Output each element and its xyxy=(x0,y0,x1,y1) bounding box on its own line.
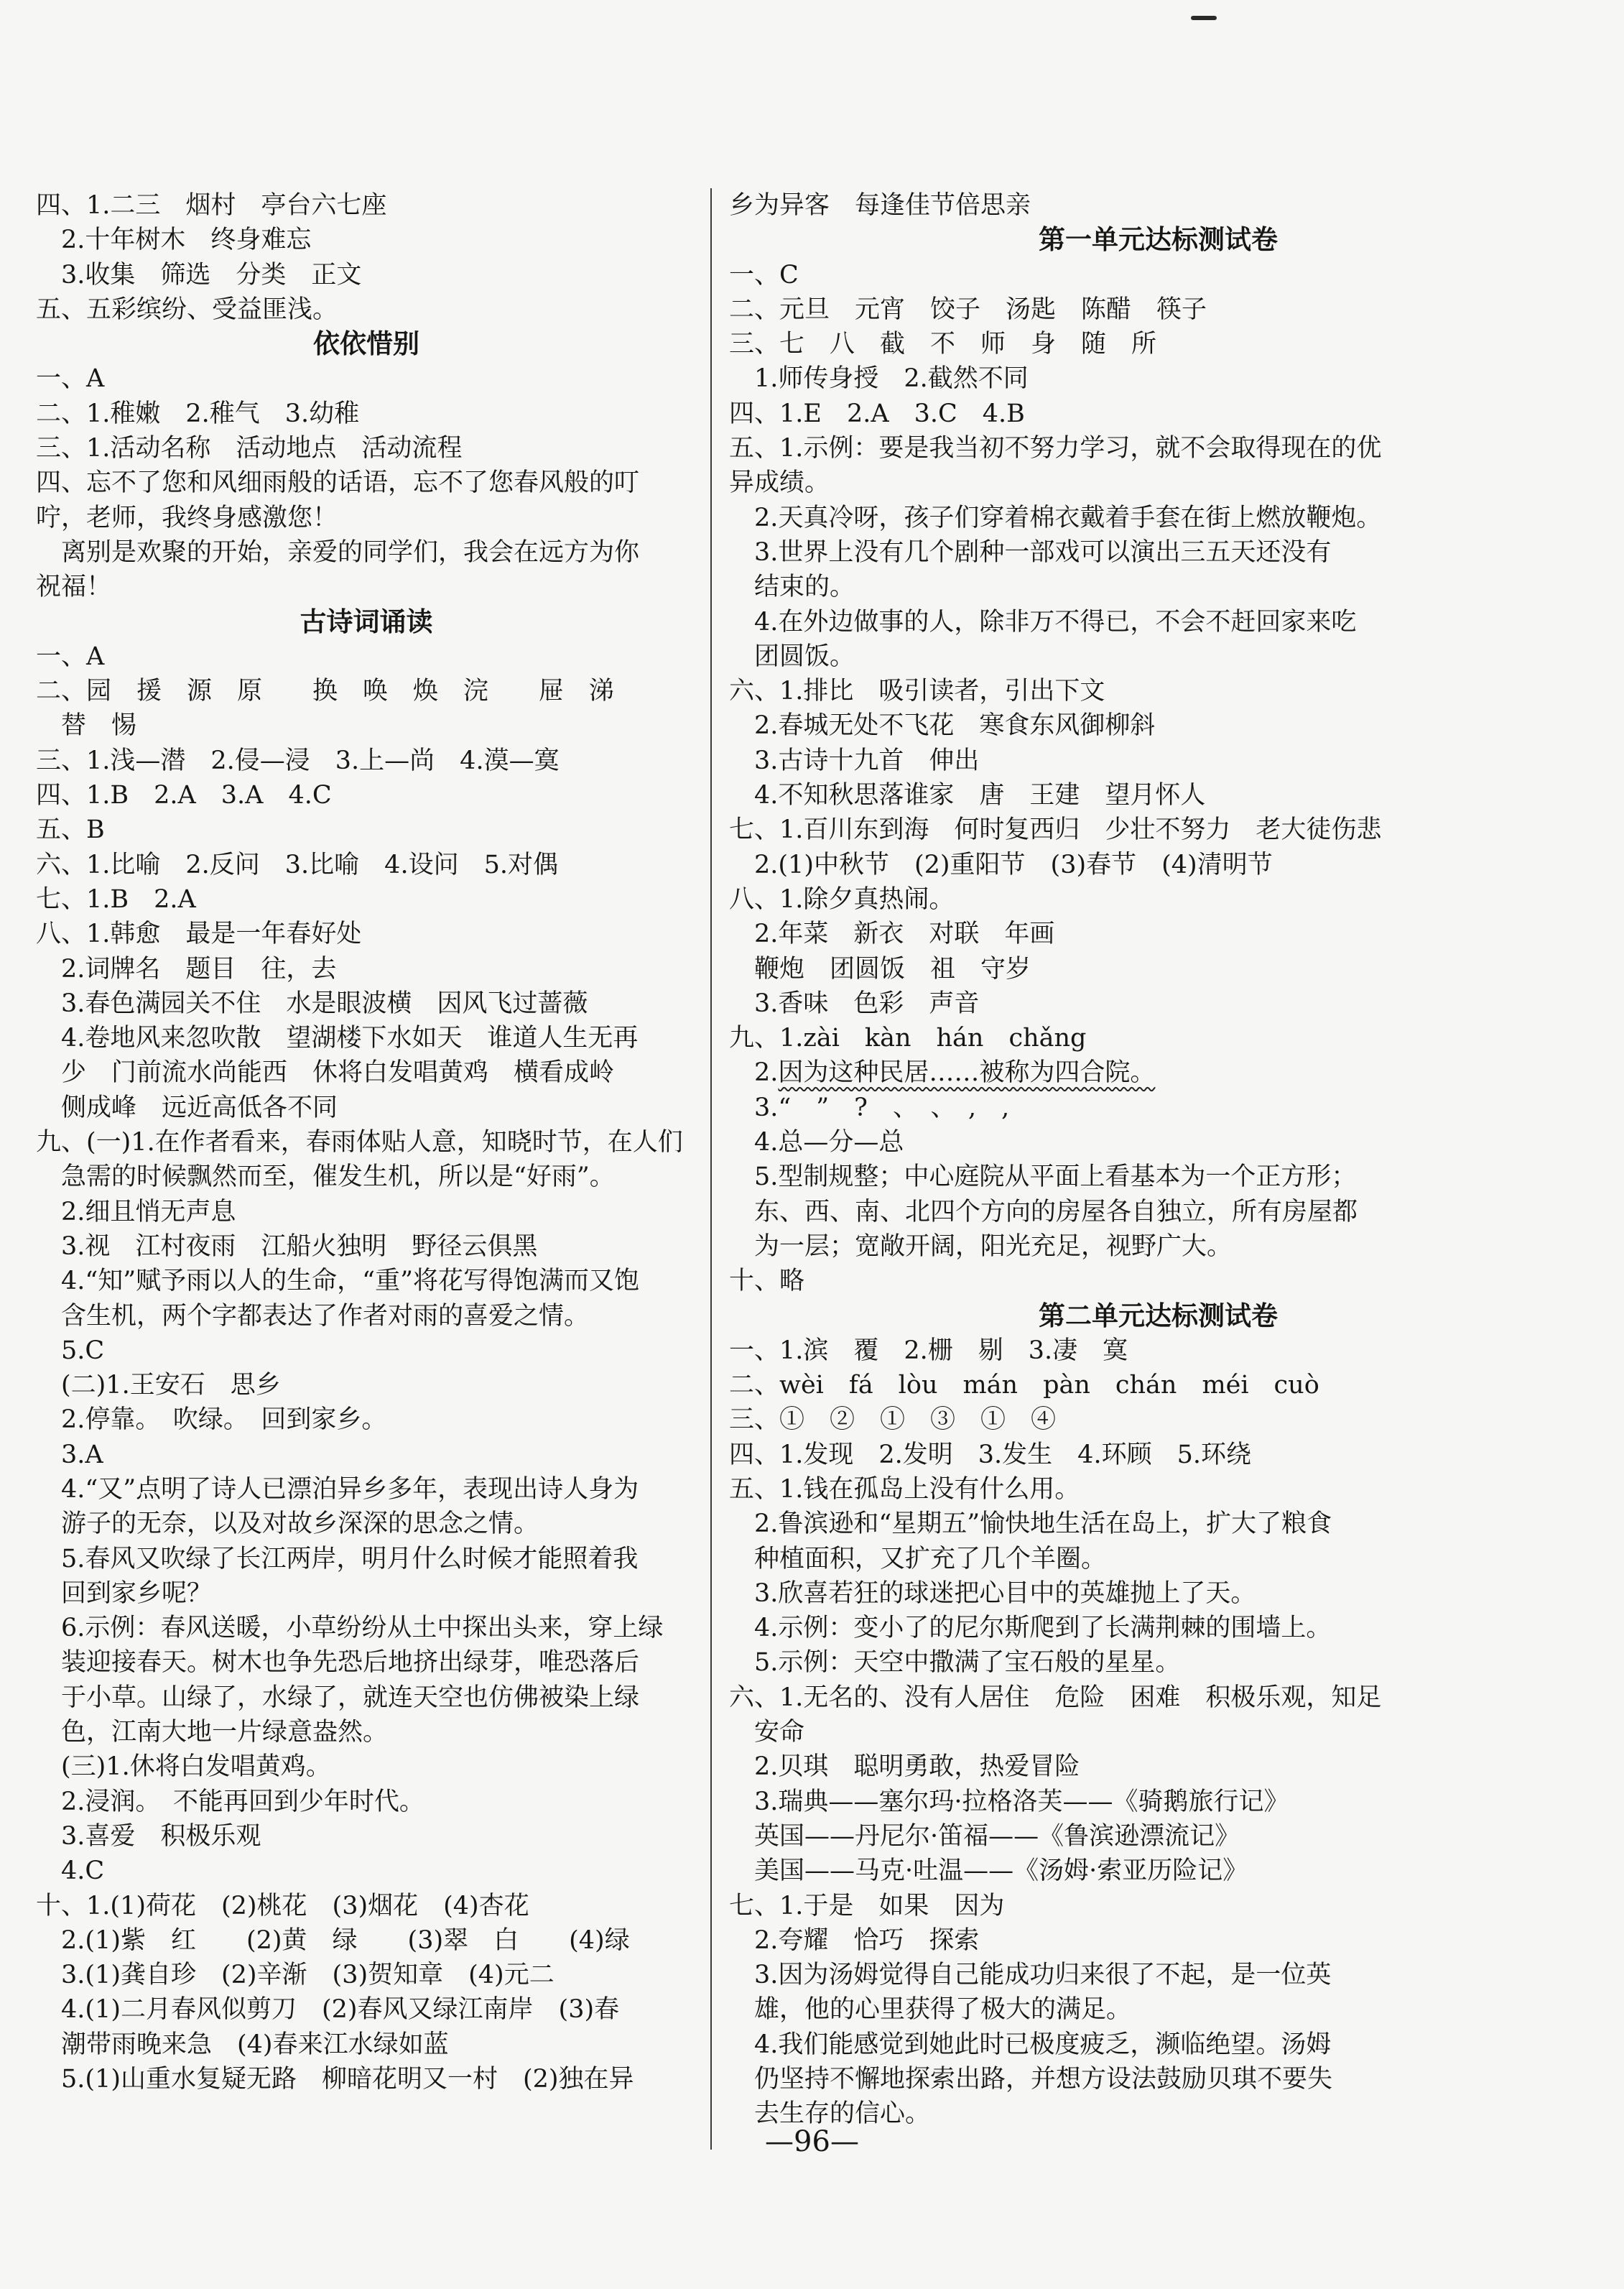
answer-line xyxy=(36,1438,697,1472)
answer-line-text: 种植面积，又扩充了几个羊圈。 xyxy=(729,1544,1107,1573)
answer-line-text: 替 惕 xyxy=(36,711,137,741)
answer-line xyxy=(36,397,697,431)
answer-line-text: 咛，老师，我终身感激您！ xyxy=(36,503,338,532)
answer-line-text: 四、1.E 2.A 3.C 4.B xyxy=(729,399,1025,428)
answer-line-text: 三、1.活动名称 活动地点 活动流程 xyxy=(36,434,463,463)
answer-line-text: 英国——丹尼尔·笛福——《鲁滨逊漂流记》 xyxy=(729,1821,1240,1851)
answer-line xyxy=(36,952,697,986)
answer-line xyxy=(729,1645,1587,1680)
answer-line-text: 祝福！ xyxy=(36,573,112,602)
left-column xyxy=(36,188,697,2096)
answer-line-text: 5.(1)山重水复疑无路 柳暗花明又一村 (2)独在异 xyxy=(36,2065,634,2094)
answer-line-text: 4.总—分—总 xyxy=(729,1128,904,1157)
answer-line xyxy=(36,1576,697,1611)
answer-line-text: 3.A xyxy=(36,1440,103,1469)
answer-line-text: 2.(1)中秋节 (2)重阳节 (3)春节 (4)清明节 xyxy=(729,850,1273,879)
answer-line-text: 4.“知”赋予雨以人的生命，“重”将花写得饱满而又饱 xyxy=(36,1267,639,1296)
answer-line-text: 四、忘不了您和风细雨般的话语，忘不了您春风般的叮 xyxy=(36,468,640,498)
answer-line-text: 5.C xyxy=(36,1336,105,1365)
answer-line xyxy=(729,2062,1587,2096)
answer-line xyxy=(36,2027,697,2062)
section-heading-text: 第二单元达标测试卷 xyxy=(1039,1300,1278,1331)
answer-line-text: 2.贝琪 聪明勇敢，热爱冒险 xyxy=(729,1752,1080,1782)
answer-line-text: 3.收集 筛选 分类 正文 xyxy=(36,260,362,290)
answer-line-text: 1.师传身授 2.截然不同 xyxy=(729,364,1029,394)
answer-line-text: 2.浸润。 不能再回到少年时代。 xyxy=(36,1787,424,1816)
right-column xyxy=(729,188,1587,2132)
answer-line xyxy=(36,778,697,813)
answer-line xyxy=(729,1507,1587,1541)
answer-line-text: 仍坚持不懈地探索出路，并想方设法鼓励贝琪不要失 xyxy=(729,2065,1333,2094)
answer-line xyxy=(36,501,697,535)
answer-line xyxy=(729,1195,1587,1229)
answer-line xyxy=(729,466,1587,500)
answer-line-text: 六、1.无名的、没有人居住 危险 困难 积极乐观，知足 xyxy=(729,1683,1382,1712)
answer-line xyxy=(729,1438,1587,1472)
answer-line xyxy=(729,1576,1587,1611)
answer-line xyxy=(729,1472,1587,1507)
answer-line xyxy=(729,1715,1587,1749)
answer-line xyxy=(36,361,697,396)
answer-line-text: 含生机，两个字都表达了作者对雨的喜爱之情。 xyxy=(36,1301,590,1331)
answer-line-text: 4.在外边做事的人，除非万不得已，不会不赶回家来吃 xyxy=(729,607,1357,637)
answer-line xyxy=(36,1958,697,1992)
answer-line-text: 五、B xyxy=(36,815,105,845)
answer-line-text: 四、1.B 2.A 3.A 4.C xyxy=(36,781,332,810)
answer-line xyxy=(729,258,1587,292)
section-heading-text: 依依惜别 xyxy=(313,328,419,360)
section-heading xyxy=(36,605,697,639)
answer-line-text: 2.天真冷呀，孩子们穿着棉衣戴着手套在街上燃放鞭炮。 xyxy=(729,503,1382,532)
answer-line xyxy=(729,1542,1587,1576)
section-heading xyxy=(36,327,697,361)
answer-line-text: 4.示例：变小了的尼尔斯爬到了长满荆棘的围墙上。 xyxy=(729,1614,1332,1643)
answer-line-text: 4.C xyxy=(36,1856,105,1886)
answer-line xyxy=(36,1229,697,1264)
answer-line-text: 2.(1)紫 红 (2)黄 绿 (3)翠 白 (4)绿 xyxy=(36,1925,630,1955)
answer-line xyxy=(36,1542,697,1576)
answer-line-text: 二、1.稚嫩 2.稚气 3.幼稚 xyxy=(36,399,360,428)
answer-line-text: 4.(1)二月春风似剪刀 (2)春风又绿江南岸 (3)春 xyxy=(36,1995,620,2025)
answer-line-text: 2.春城无处不飞花 寒食东风御柳斜 xyxy=(729,711,1156,741)
answer-line xyxy=(729,535,1587,570)
answer-line xyxy=(36,258,697,292)
answer-line-text: 八、1.除夕真热闹。 xyxy=(729,884,955,914)
section-heading xyxy=(729,1299,1587,1333)
answer-line xyxy=(36,1680,697,1715)
answer-line xyxy=(729,605,1587,639)
answer-line-text: 3.视 江村夜雨 江船火独明 野径云俱黑 xyxy=(36,1231,538,1261)
answer-line xyxy=(36,1125,697,1160)
answer-line-text: 八、1.韩愈 最是一年春好处 xyxy=(36,920,362,949)
answer-line-text: 一、1.滨 覆 2.栅 剔 3.凄 寞 xyxy=(729,1336,1128,1365)
answer-line-text: 3.喜爱 积极乐观 xyxy=(36,1821,261,1851)
answer-line-text: 离别是欢聚的开始，亲爱的同学们，我会在远方为你 xyxy=(36,537,640,567)
answer-line-text: 美国——马克·吐温——《汤姆·索亚历险记》 xyxy=(729,1856,1248,1886)
answer-line-text: 七、1.百川东到海 何时复西归 少壮不努力 老大徒伤悲 xyxy=(729,815,1382,845)
answer-line xyxy=(36,1333,697,1368)
answer-line-text: 4.不知秋思落谁家 唐 王建 望月怀人 xyxy=(729,781,1206,810)
answer-line xyxy=(729,501,1587,535)
answer-line-text: 安命 xyxy=(729,1718,805,1747)
answer-line-text: 装迎接春天。树木也争先恐后地挤出绿芽，唯恐落后 xyxy=(36,1648,640,1678)
answer-line xyxy=(729,1958,1587,1992)
answer-line-text: 3.世界上没有几个剧种一部戏可以演出三五天还没有 xyxy=(729,537,1332,567)
answer-line xyxy=(729,1125,1587,1160)
answer-line xyxy=(36,431,697,466)
answer-line xyxy=(36,466,697,500)
answer-line-text: 去生存的信心。 xyxy=(729,2099,931,2129)
section-heading xyxy=(729,223,1587,257)
section-heading-text: 古诗词诵读 xyxy=(300,606,433,637)
answer-line-text: 十、略 xyxy=(729,1267,805,1296)
answer-line xyxy=(729,1091,1587,1125)
answer-line-text: 三、1.浅—潜 2.侵—浸 3.上—尚 4.漠—寞 xyxy=(36,746,560,775)
answer-line-text: 5.示例：天空中撒满了宝石般的星星。 xyxy=(729,1648,1181,1678)
answer-line xyxy=(729,1229,1587,1264)
answer-line-text: 为一层；宽敞开阔，阳光充足，视野广大。 xyxy=(729,1231,1233,1261)
page-number: —96— xyxy=(765,2125,859,2158)
answer-line xyxy=(729,848,1587,882)
answer-line xyxy=(729,1680,1587,1715)
answer-line-text: 3.欣喜若狂的球迷把心目中的英雄抛上了天。 xyxy=(729,1578,1256,1608)
answer-line xyxy=(729,431,1587,466)
answer-line xyxy=(36,882,697,917)
answer-line xyxy=(729,744,1587,778)
answer-line xyxy=(729,1160,1587,1194)
answer-line-text: 色，江南大地一片绿意盎然。 xyxy=(36,1718,389,1747)
answer-line-text: 六、1.排比 吸引读者，引出下文 xyxy=(729,677,1105,706)
answer-line-text: 3.瑞典——塞尔玛·拉格洛芙——《骑鹅旅行记》 xyxy=(729,1787,1289,1816)
answer-line-text: 五、1.钱在孤岛上没有什么用。 xyxy=(729,1474,1080,1504)
answer-line xyxy=(729,882,1587,917)
answer-line xyxy=(36,2062,697,2096)
answer-line xyxy=(36,986,697,1021)
answer-line xyxy=(729,1992,1587,2027)
answer-line xyxy=(36,188,697,223)
answer-line xyxy=(36,1264,697,1298)
answer-line xyxy=(36,917,697,951)
answer-line-text: 七、1.于是 如果 因为 xyxy=(729,1891,1005,1920)
answer-line xyxy=(729,1611,1587,1645)
answer-line xyxy=(729,397,1587,431)
answer-line xyxy=(36,1923,697,1958)
answer-line xyxy=(36,1021,697,1055)
answer-line xyxy=(36,848,697,882)
answer-line-text: 6.示例：春风送暖，小草纷纷从土中探出头来，穿上绿 xyxy=(36,1614,664,1643)
answer-line xyxy=(36,1472,697,1507)
answer-line xyxy=(36,1715,697,1749)
answer-line-text: 5.春风又吹绿了长江两岸，明月什么时候才能照着我 xyxy=(36,1544,639,1573)
answer-line-text: 2.词牌名 题目 往，去 xyxy=(36,954,337,984)
column-divider xyxy=(710,188,712,2150)
answer-line xyxy=(729,1264,1587,1298)
answer-line-text: 游子的无奈，以及对故乡深深的思念之情。 xyxy=(36,1509,539,1539)
answer-line xyxy=(36,1785,697,1819)
answer-line xyxy=(729,1854,1587,1888)
answer-line xyxy=(36,708,697,743)
answer-line xyxy=(729,639,1587,674)
answer-line-text: 少 门前流水尚能西 休将白发唱黄鸡 横看成岭 xyxy=(36,1058,615,1088)
answer-line xyxy=(729,952,1587,986)
answer-line xyxy=(729,917,1587,951)
page-corner-mark xyxy=(1191,16,1217,20)
answer-line-text: 4.“又”点明了诗人已漂泊异乡多年，表现出诗人身为 xyxy=(36,1474,639,1504)
answer-line xyxy=(36,1091,697,1125)
answer-line-text: 3.“ ” ? 、 、 , , xyxy=(729,1093,1010,1122)
answer-line-text: 七、1.B 2.A xyxy=(36,884,196,914)
answer-line-text: 回到家乡呢？ xyxy=(36,1578,213,1608)
answer-line xyxy=(729,1021,1587,1055)
answer-line xyxy=(36,1645,697,1680)
answer-line-text: 十、1.(1)荷花 (2)桃花 (3)烟花 (4)杏花 xyxy=(36,1891,529,1920)
answer-line xyxy=(36,1195,697,1229)
answer-line-text: (三)1.休将白发唱黄鸡。 xyxy=(36,1752,331,1782)
answer-line xyxy=(729,1923,1587,1958)
answer-line-text: 五、五彩缤纷、受益匪浅。 xyxy=(36,295,338,324)
answer-line-text: 2.年菜 新衣 对联 年画 xyxy=(729,920,1055,949)
wavy-underlined-text: 因为这种民居……被称为四合院。 xyxy=(778,1058,1156,1088)
answer-line xyxy=(36,1055,697,1090)
answer-line-text: 2.停靠。 吹绿。 回到家乡。 xyxy=(36,1405,387,1435)
answer-line xyxy=(36,292,697,327)
answer-line xyxy=(36,1819,697,1854)
answer-line xyxy=(729,570,1587,604)
answer-line-text: 乡为异客 每逢佳节倍思亲 xyxy=(729,191,1031,220)
answer-line-text: 雄，他的心里获得了极大的满足。 xyxy=(729,1995,1132,2025)
answer-line-text: 四、1.二三 烟村 亭台六七座 xyxy=(36,191,387,220)
answer-line-text: 三、① ② ① ③ ① ④ xyxy=(729,1405,1057,1435)
answer-line xyxy=(36,535,697,570)
answer-line xyxy=(729,813,1587,847)
answer-line-text: 潮带雨晚来急 (4)春来江水绿如蓝 xyxy=(36,2030,449,2059)
answer-line xyxy=(729,327,1587,361)
answer-line-text: 侧成峰 远近高低各不同 xyxy=(36,1093,338,1122)
answer-line-text: 三、七 八 截 不 师 身 随 所 xyxy=(729,330,1157,359)
answer-line xyxy=(729,1889,1587,1923)
answer-line-text: 二、wèi fá lòu mán pàn chán méi cuò xyxy=(729,1371,1319,1400)
answer-line-text: 鞭炮 团圆饭 祖 守岁 xyxy=(729,954,1031,984)
answer-line-text: 2.细且悄无声息 xyxy=(36,1197,236,1226)
answer-line xyxy=(729,778,1587,813)
answer-line xyxy=(729,292,1587,327)
answer-line-text: 二、园 援 源 原 换 唤 焕 浣 屉 涕 xyxy=(36,677,615,706)
answer-line-text: 3.因为汤姆觉得自己能成功归来很了不起，是一位英 xyxy=(729,1961,1332,1990)
answer-line xyxy=(36,1299,697,1333)
answer-line xyxy=(729,1785,1587,1819)
answer-line xyxy=(729,674,1587,708)
section-heading-text: 第一单元达标测试卷 xyxy=(1039,224,1278,256)
answer-line-text: 4.我们能感觉到她此时已极度疲乏，濒临绝望。汤姆 xyxy=(729,2030,1332,2059)
answer-line-text: 2.鲁滨逊和“星期五”愉快地生活在岛上，扩大了粮食 xyxy=(729,1509,1332,1539)
answer-line xyxy=(729,708,1587,743)
answer-line-text: 结束的。 xyxy=(729,573,855,602)
answer-line xyxy=(36,674,697,708)
answer-line xyxy=(36,1611,697,1645)
answer-line xyxy=(729,361,1587,396)
answer-line-text: 一、A xyxy=(36,642,105,671)
answer-line-text: 3.香味 色彩 声音 xyxy=(729,989,980,1018)
answer-line-text: 四、1.发现 2.发明 3.发生 4.环顾 5.环绕 xyxy=(729,1440,1251,1469)
answer-line-text: 六、1.比喻 2.反问 3.比喻 4.设问 5.对偶 xyxy=(36,850,558,879)
answer-line xyxy=(36,1749,697,1784)
answer-line-text: 九、1.zài kàn hán chǎng xyxy=(729,1024,1087,1053)
answer-line xyxy=(36,1889,697,1923)
answer-line xyxy=(729,188,1587,223)
answer-line xyxy=(729,1333,1587,1368)
answer-line-text: 4.卷地风来忽吹散 望湖楼下水如天 谁道人生无再 xyxy=(36,1024,639,1053)
answer-line xyxy=(36,1854,697,1888)
answer-line xyxy=(729,1368,1587,1402)
answer-line xyxy=(36,1507,697,1541)
answer-line-text: 5.型制规整；中心庭院从平面上看基本为一个正方形； xyxy=(729,1162,1357,1192)
answer-line xyxy=(36,639,697,674)
answer-line xyxy=(729,1055,1587,1090)
answer-line xyxy=(36,1402,697,1437)
answer-line-text: 急需的时候飘然而至，催发生机，所以是“好雨”。 xyxy=(36,1162,615,1192)
answer-line xyxy=(36,1992,697,2027)
answer-line xyxy=(36,1368,697,1402)
answer-line xyxy=(36,223,697,257)
answer-line xyxy=(36,1160,697,1194)
answer-line-text: 团圆饭。 xyxy=(729,642,855,671)
answer-line xyxy=(36,570,697,604)
answer-line xyxy=(729,986,1587,1021)
answer-line-text: 东、西、南、北四个方向的房屋各自独立，所有房屋都 xyxy=(729,1197,1358,1226)
answer-line xyxy=(729,1402,1587,1437)
answer-line-text: (二)1.王安石 思乡 xyxy=(36,1371,281,1400)
answer-line xyxy=(36,744,697,778)
answer-line-text: 2.十年树木 终身难忘 xyxy=(36,226,312,255)
answer-line-text: 3.古诗十九首 伸出 xyxy=(729,746,980,775)
answer-line-text: 九、(一)1.在作者看来，春雨体贴人意，知晓时节，在人们 xyxy=(36,1128,683,1157)
answer-line-text: 于小草。山绿了，水绿了，就连天空也仿佛被染上绿 xyxy=(36,1683,640,1712)
answer-line-text: 3.(1)龚自珍 (2)辛渐 (3)贺知章 (4)元二 xyxy=(36,1961,555,1990)
answer-line-text: 二、元旦 元宵 饺子 汤匙 陈醋 筷子 xyxy=(729,295,1207,324)
answer-line xyxy=(729,1749,1587,1784)
answer-line-text: 一、A xyxy=(36,364,105,394)
answer-line-text: 一、C xyxy=(729,260,799,290)
answer-line xyxy=(729,2027,1587,2062)
answer-line-text: 2. xyxy=(729,1058,779,1088)
answer-line-text: 3.春色满园关不住 水是眼波横 因风飞过蔷薇 xyxy=(36,989,588,1018)
answer-line xyxy=(729,1819,1587,1854)
answer-line xyxy=(36,813,697,847)
answer-line-text: 异成绩。 xyxy=(729,468,830,498)
answer-line-text: 五、1.示例：要是我当初不努力学习，就不会取得现在的优 xyxy=(729,434,1382,463)
answer-line-text: 2.夸耀 恰巧 探索 xyxy=(729,1925,980,1955)
